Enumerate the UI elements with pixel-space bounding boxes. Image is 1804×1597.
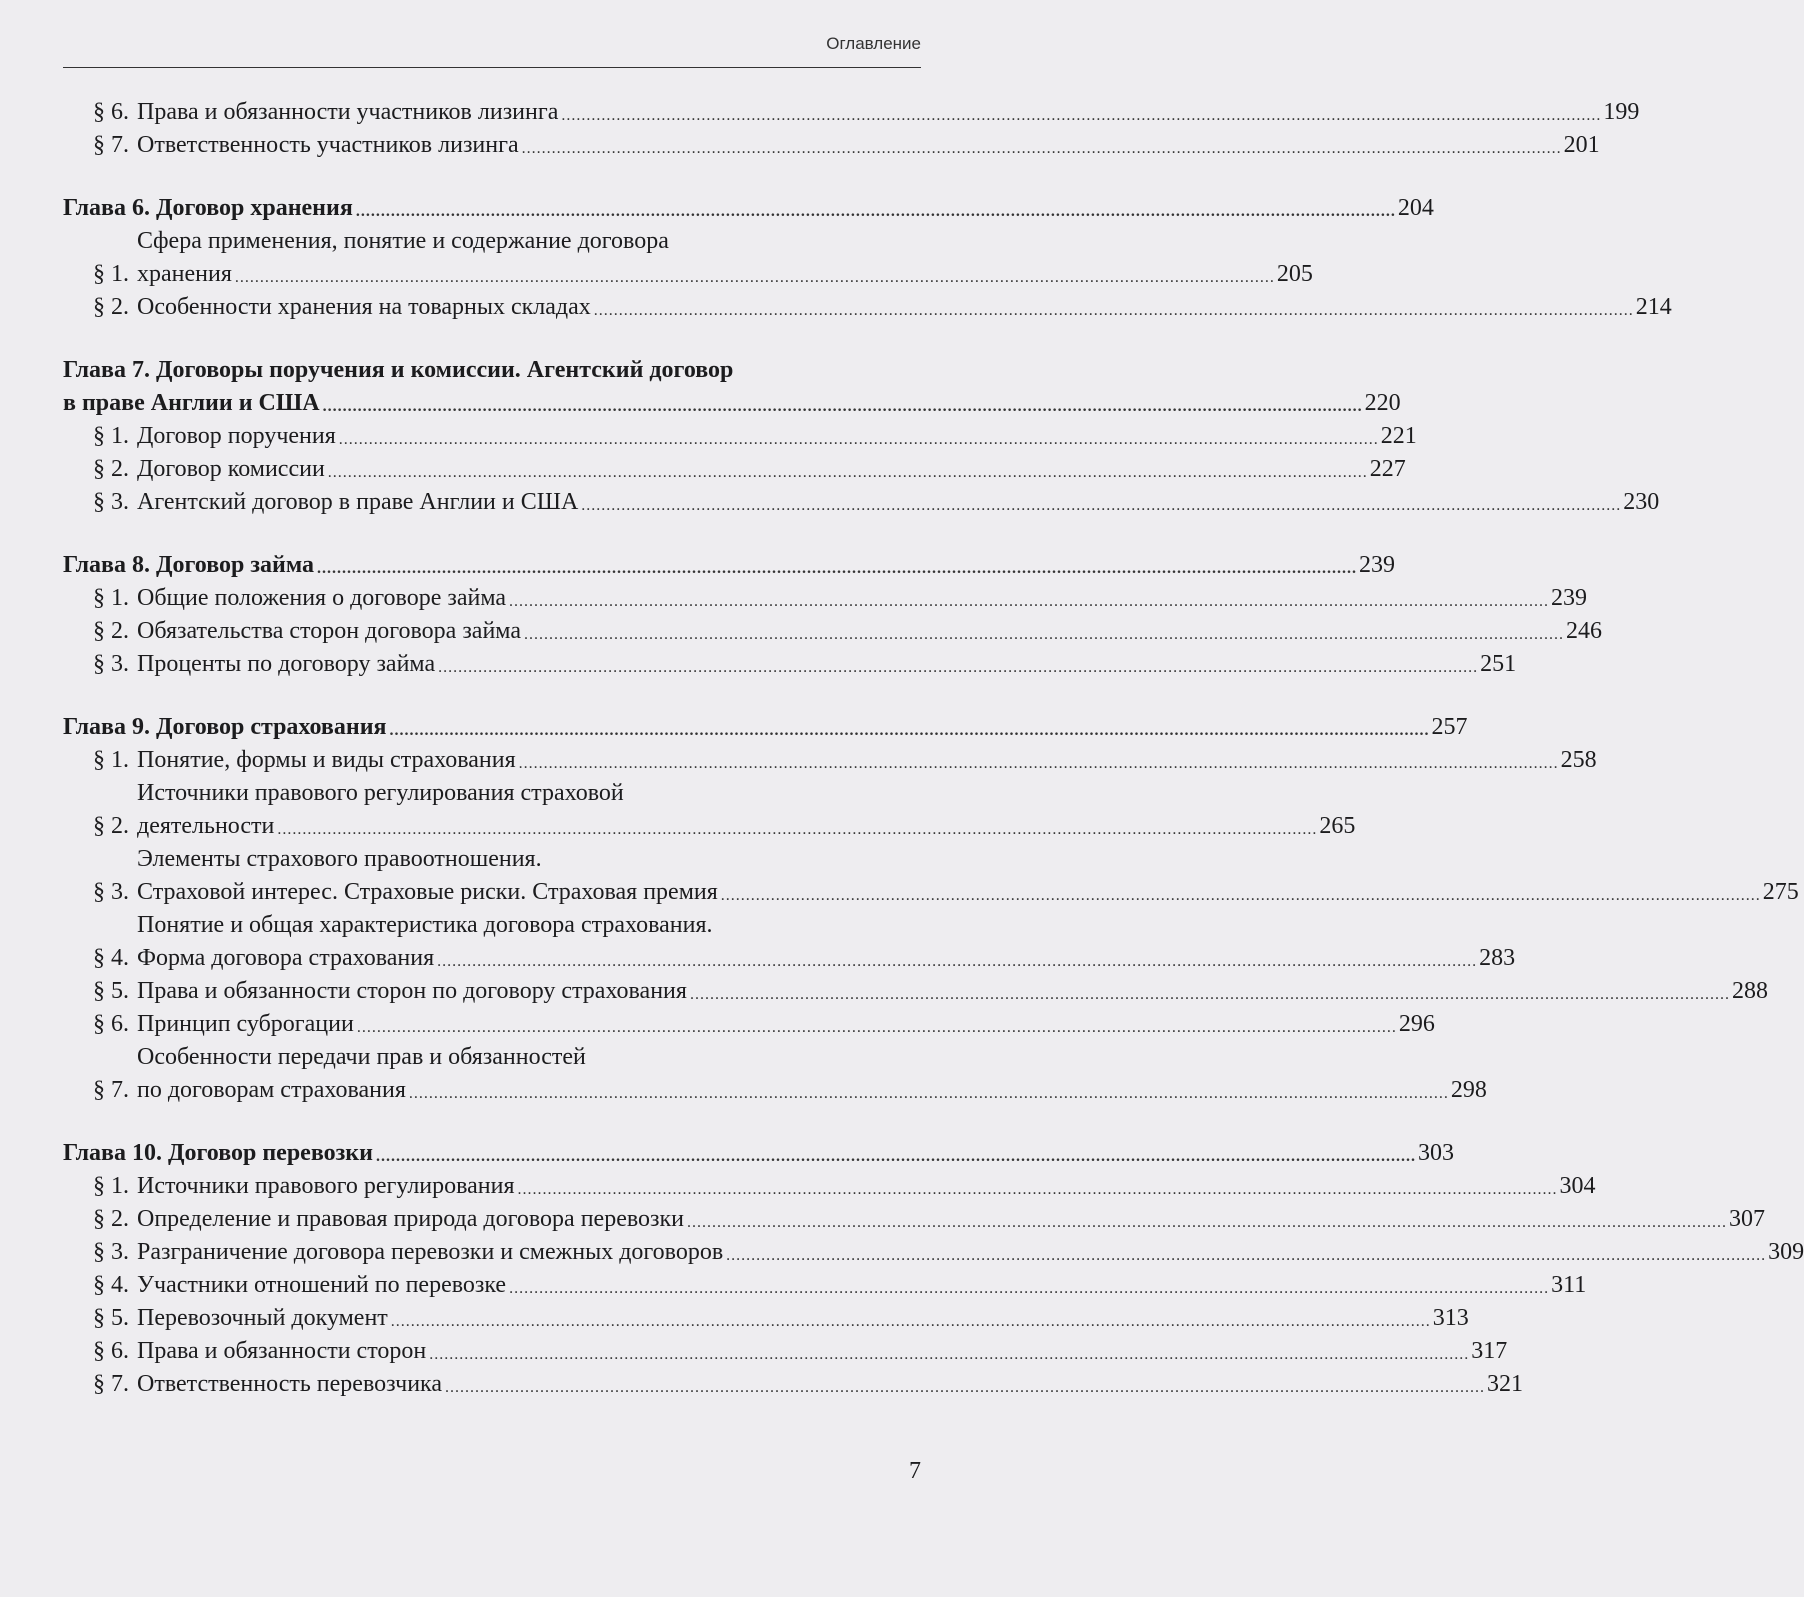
entry-title-line: Особенности передачи прав и обязанностей (137, 1044, 586, 1070)
section-number: § 4. (93, 945, 129, 971)
leader-dots (690, 988, 1730, 1002)
toc-section-entry[interactable] (63, 777, 1356, 843)
leader-dots (445, 1381, 1485, 1395)
toc-section-entry[interactable] (63, 843, 1799, 909)
entry-title-line: Перевозочный документ (137, 1305, 388, 1331)
chapter-gap (63, 162, 921, 192)
leader-dots (235, 271, 1275, 285)
entry-title-line: Глава 9. Договор страхования (63, 714, 387, 740)
page-number: 7 (909, 1458, 921, 1484)
toc-section-entry[interactable] (63, 615, 1602, 648)
toc-section-entry[interactable] (63, 420, 1417, 453)
section-number: § 3. (93, 489, 129, 515)
leader-dots (726, 1249, 1766, 1263)
leader-dots (509, 1282, 1549, 1296)
section-number: § 1. (93, 1173, 129, 1199)
toc-section-entry[interactable] (63, 909, 1516, 975)
toc-section-entry[interactable] (63, 291, 1672, 324)
chapter-gap (63, 681, 921, 711)
leader-dots (437, 955, 1477, 969)
entry-page-number: 296 (1398, 1011, 1435, 1037)
entry-page-number: 230 (1623, 489, 1660, 515)
leader-dots (721, 889, 1761, 903)
entry-page-number: 317 (1471, 1338, 1508, 1364)
entry-title-line: по договорам страхования (137, 1077, 406, 1103)
leader-dots (561, 109, 1601, 123)
entry-page-number: 275 (1762, 879, 1799, 905)
entry-title-line: Понятие, формы и виды страхования (137, 747, 516, 773)
entry-title-line: Ответственность перевозчика (137, 1371, 442, 1397)
entry-page-number: 283 (1479, 945, 1516, 971)
leader-dots (356, 205, 1396, 219)
entry-title-line: Разграничение договора перевозки и смежных договоров (137, 1239, 724, 1265)
entry-page-number: 239 (1551, 585, 1587, 611)
entry-title-line: Права и обязанности сторон по договору страхования (137, 978, 687, 1004)
entry-page-number: 303 (1417, 1140, 1454, 1166)
entry-page-number: 239 (1359, 552, 1396, 578)
leader-dots (438, 661, 1478, 675)
toc-section-entry[interactable] (63, 486, 1660, 519)
entry-page-number: 307 (1729, 1206, 1765, 1232)
toc-section-entry[interactable] (63, 582, 1587, 615)
entry-page-number: 251 (1480, 651, 1517, 677)
entry-title-line: Общие положения о договоре займа (137, 585, 506, 611)
entry-page-number: 288 (1731, 978, 1768, 1004)
entry-title-line: Ответственность участников лизинга (137, 132, 519, 158)
entry-title-line: Права и обязанности сторон (137, 1338, 427, 1364)
section-number: § 2. (93, 456, 129, 482)
section-number: § 6. (93, 1338, 129, 1364)
toc-chapter-entry[interactable] (63, 711, 1468, 744)
leader-dots (323, 400, 1363, 414)
entry-title-line: Проценты по договору займа (137, 651, 436, 677)
leader-dots (518, 1183, 1558, 1197)
chapter-gap (63, 519, 921, 549)
toc-section-entry[interactable] (63, 648, 1517, 681)
leader-dots (687, 1216, 1727, 1230)
entry-page-number: 246 (1565, 618, 1602, 644)
entry-page-number: 313 (1432, 1305, 1469, 1331)
section-number: § 5. (93, 978, 129, 1004)
toc-section-entry[interactable] (63, 1236, 1804, 1269)
entry-page-number: 227 (1369, 456, 1406, 482)
toc-section-entry[interactable] (63, 1368, 1523, 1401)
entry-page-number: 221 (1380, 423, 1417, 449)
entry-page-number: 298 (1450, 1077, 1487, 1103)
entry-title-line: Понятие и общая характеристика договора страхования. (137, 912, 713, 938)
entry-title-line: Глава 6. Договор хранения (63, 195, 353, 221)
entry-title-line: Сфера применения, понятие и содержание договора (137, 228, 669, 254)
section-number: § 6. (93, 99, 129, 125)
entry-title-line: Страховой интерес. Страховые риски. Страховая премия (137, 879, 718, 905)
section-number: § 2. (93, 294, 129, 320)
entry-page-number: 201 (1563, 132, 1600, 158)
toc-chapter-entry[interactable] (63, 192, 1434, 225)
chapter-gap (63, 324, 921, 354)
toc-section-entry[interactable] (63, 1008, 1435, 1041)
leader-dots (509, 595, 1549, 609)
toc-section-entry[interactable] (63, 96, 1640, 129)
toc-section-entry[interactable] (63, 1269, 1587, 1302)
entry-page-number: 304 (1559, 1173, 1596, 1199)
leader-dots (581, 499, 1621, 513)
leader-dots (317, 562, 1357, 576)
entry-title-line: Права и обязанности участников лизинга (137, 99, 559, 125)
section-number: § 7. (93, 1077, 129, 1103)
leader-dots (519, 757, 1559, 771)
entry-title-line: Элементы страхового правоотношения. (137, 846, 542, 872)
section-number: § 3. (93, 1239, 129, 1265)
entry-title-line: хранения (137, 261, 232, 287)
toc-section-entry[interactable] (63, 1302, 1469, 1335)
leader-dots (376, 1150, 1416, 1164)
entry-page-number: 220 (1364, 390, 1401, 416)
leader-dots (357, 1021, 1397, 1035)
chapter-gap (63, 1107, 921, 1137)
entry-title-line: Принцип суброгации (137, 1011, 354, 1037)
toc-section-entry[interactable] (63, 1335, 1508, 1368)
entry-title-line: Форма договора страхования (137, 945, 435, 971)
entry-page-number: 257 (1431, 714, 1468, 740)
section-number: § 1. (93, 423, 129, 449)
entry-page-number: 311 (1551, 1272, 1587, 1298)
toc-section-entry[interactable] (63, 1041, 1487, 1107)
leader-dots (339, 433, 1379, 447)
section-number: § 6. (93, 1011, 129, 1037)
entry-title-line: Источники правового регулирования (137, 1173, 515, 1199)
toc-section-entry[interactable] (63, 129, 1600, 162)
toc-section-entry[interactable] (63, 1203, 1765, 1236)
entry-page-number: 199 (1603, 99, 1640, 125)
entry-page-number: 204 (1397, 195, 1434, 221)
entry-title-line: Агентский договор в праве Англии и США (137, 489, 579, 515)
entry-title-line: Обязательства сторон договора займа (137, 618, 521, 644)
entry-title-line: Договор поручения (137, 423, 336, 449)
leader-dots (594, 304, 1634, 318)
entry-page-number: 321 (1486, 1371, 1523, 1397)
entry-page-number: 214 (1635, 294, 1672, 320)
leader-dots (390, 724, 1430, 738)
section-number: § 1. (93, 261, 129, 287)
entry-title-line: Участники отношений по перевозке (137, 1272, 507, 1298)
leader-dots (328, 466, 1368, 480)
entry-title-line: Определение и правовая природа договора перевозки (137, 1206, 684, 1232)
entry-page-number: 205 (1276, 261, 1313, 287)
entry-title-line: Особенности хранения на товарных складах (137, 294, 591, 320)
entry-title-line: Глава 10. Договор перевозки (63, 1140, 373, 1166)
running-head: Оглавление (826, 34, 921, 53)
leader-dots (522, 142, 1562, 156)
table-of-contents (63, 96, 1804, 1401)
section-number: § 7. (93, 132, 129, 158)
entry-title-line: деятельности (137, 813, 275, 839)
toc-chapter-entry[interactable] (63, 549, 1396, 582)
toc-chapter-entry[interactable] (63, 1137, 1454, 1170)
entry-title-line: Источники правового регулирования страховой (137, 780, 624, 806)
section-number: § 3. (93, 651, 129, 677)
entry-title-line: Глава 7. Договоры поручения и комиссии. Агентский договор (63, 357, 734, 383)
toc-chapter-entry[interactable] (63, 354, 1401, 420)
section-number: § 2. (93, 1206, 129, 1232)
toc-section-entry[interactable] (63, 1170, 1596, 1203)
section-number: § 7. (93, 1371, 129, 1397)
section-number: § 1. (93, 747, 129, 773)
section-number: § 3. (93, 879, 129, 905)
leader-dots (391, 1315, 1431, 1329)
toc-section-entry[interactable] (63, 975, 1768, 1008)
toc-section-entry[interactable] (63, 225, 1313, 291)
section-number: § 4. (93, 1272, 129, 1298)
entry-title-line: Глава 8. Договор займа (63, 552, 315, 578)
section-number: § 5. (93, 1305, 129, 1331)
leader-dots (429, 1348, 1469, 1362)
entry-page-number: 265 (1319, 813, 1356, 839)
section-number: § 2. (93, 813, 129, 839)
entry-page-number: 258 (1560, 747, 1597, 773)
leader-dots (524, 628, 1564, 642)
header-rule (63, 67, 921, 68)
entry-page-number: 309 (1768, 1239, 1804, 1265)
leader-dots (277, 823, 1317, 837)
section-number: § 1. (93, 585, 129, 611)
leader-dots (409, 1087, 1449, 1101)
section-number: § 2. (93, 618, 129, 644)
entry-title-line: Договор комиссии (137, 456, 325, 482)
entry-title-line: в праве Англии и США (63, 390, 320, 416)
toc-section-entry[interactable] (63, 453, 1406, 486)
toc-section-entry[interactable] (63, 744, 1597, 777)
